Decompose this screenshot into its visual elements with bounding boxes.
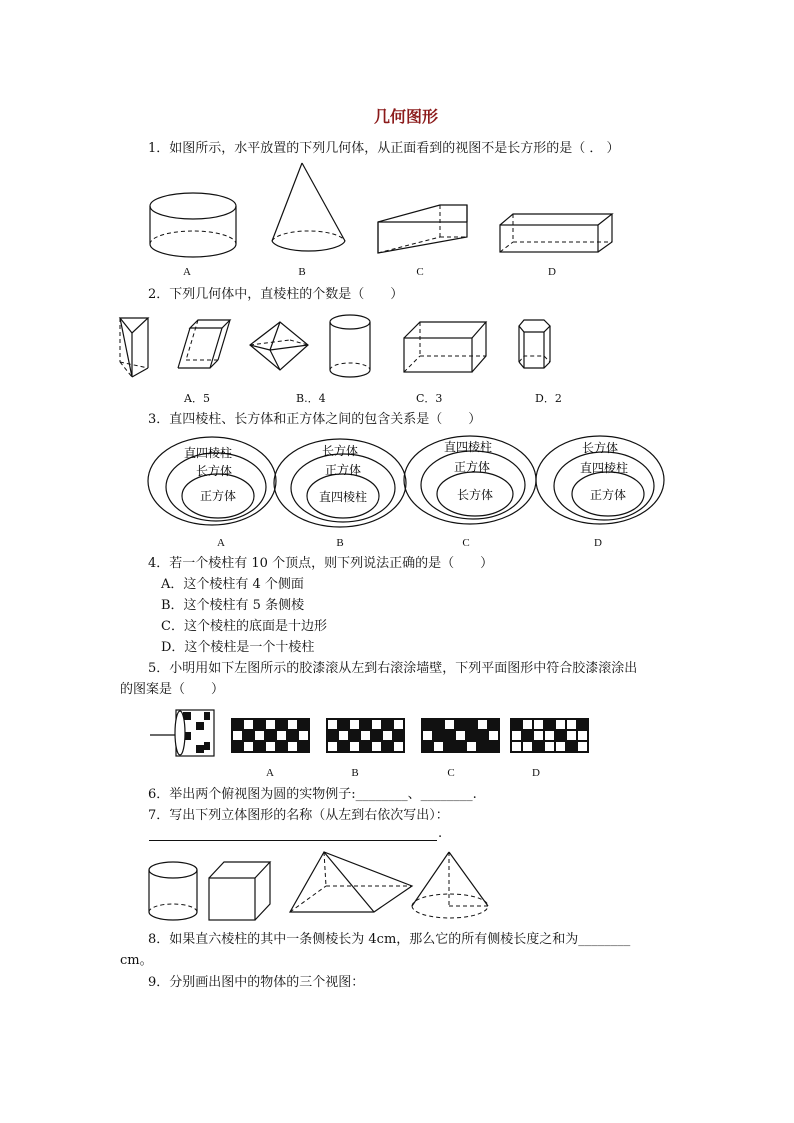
q4-option-d: D．这个棱柱是一个十棱柱 (161, 640, 315, 655)
q2-option-b: B.．4 (296, 392, 326, 405)
q1-label-c: C (416, 266, 424, 278)
q7-pyramid (290, 852, 412, 912)
q3-d-outer: 长方体 (581, 441, 619, 455)
q3-label-b: B (336, 537, 344, 549)
q1-label-b: B (298, 266, 306, 278)
q4-option-b: B．这个棱柱有 5 条侧棱 (161, 598, 305, 613)
page-title: 几何图形 (374, 107, 439, 126)
q3-b-inner: 直四棱柱 (318, 490, 368, 504)
q3-a-middle: 长方体 (195, 464, 233, 478)
q3-c-inner: 长方体 (456, 488, 494, 502)
question-4: 4．若一个棱柱有 10 个顶点，则下列说法正确的是（ ） (148, 556, 494, 571)
question-5-line-1: 5．小明用如下左图所示的胶漆滚从左到右滚涂墙壁，下列平面图形中符合胶漆滚涂出 (148, 661, 638, 676)
q3-d-inner: 正方体 (589, 488, 627, 502)
q4-option-c: C．这个棱柱的底面是十边形 (161, 619, 327, 634)
q5-label-a: A (266, 767, 274, 779)
q7-cylinder (149, 862, 197, 920)
question-7: 7．写出下列立体图形的名称（从左到右依次写出）： (148, 808, 449, 823)
q3-d-middle: 直四棱柱 (579, 461, 629, 475)
q7-answer-end: . (438, 826, 443, 841)
question-8-line-2: cm。 (120, 953, 153, 968)
q7-cube (209, 862, 270, 920)
question-5-line-2: 的图案是（ ） (120, 682, 225, 697)
q2-option-a: A．5 (184, 392, 210, 405)
q2-option-d: D．2 (535, 392, 562, 405)
question-1: 1．如图所示，水平放置的下列几何体，从正面看到的视图不是长方形的是（ ． ） (148, 141, 620, 156)
q5-label-d: D (532, 767, 540, 779)
q3-label-d: D (594, 537, 602, 549)
question-3: 3．直四棱柱、长方体和正方体之间的包含关系是（ ） (148, 412, 482, 427)
q1-label-d: D (548, 266, 556, 278)
question-6: 6．举出两个俯视图为圆的实物例子:________、________. (148, 787, 477, 802)
q5-label-c: C (447, 767, 455, 779)
q4-option-a: A．这个棱柱有 4 个侧面 (161, 577, 304, 592)
q3-c-middle: 正方体 (453, 460, 491, 474)
q5-label-b: B (351, 767, 359, 779)
q3-a-inner: 正方体 (199, 489, 237, 503)
q1-label-a: A (183, 266, 191, 278)
q3-a-outer: 直四棱柱 (183, 446, 233, 460)
q3-label-c: C (462, 537, 470, 549)
q3-b-outer: 长方体 (321, 444, 359, 458)
q3-b-middle: 正方体 (324, 463, 362, 477)
question-9: 9．分别画出图中的物体的三个视图： (148, 975, 365, 990)
question-8-line-1: 8．如果直六棱柱的其中一条侧棱长为 4cm，那么它的所有侧棱长度之和为________ (148, 932, 631, 947)
q3-label-a: A (217, 537, 225, 549)
q2-option-c: C．3 (416, 392, 443, 405)
question-2: 2．下列几何体中，直棱柱的个数是（ ） (148, 287, 404, 302)
q3-c-outer: 直四棱柱 (443, 440, 493, 454)
q7-cone (412, 852, 488, 918)
